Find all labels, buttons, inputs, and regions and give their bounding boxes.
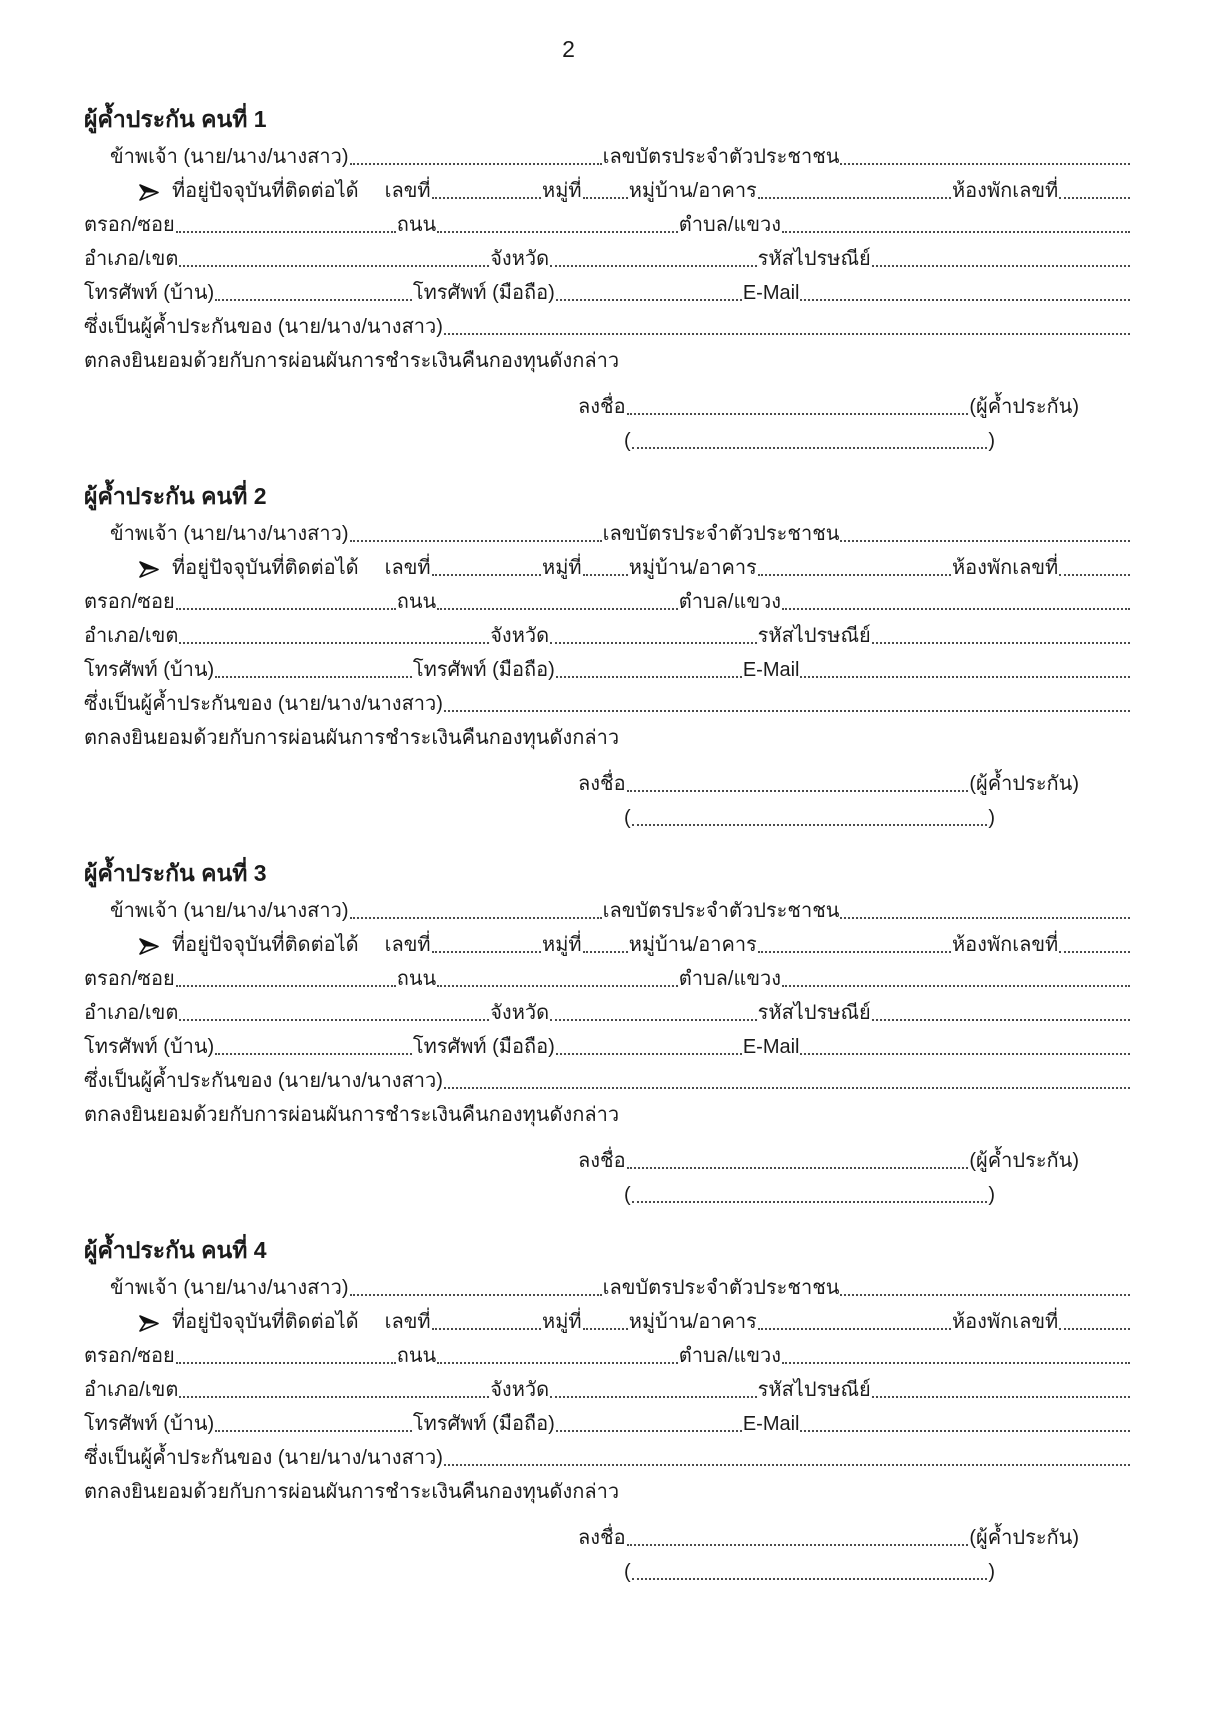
blank-phone-home [215, 299, 412, 301]
blank-debtor-name [444, 1087, 1130, 1089]
consent-text: ตกลงยินยอมด้วยกับการผ่อนผันการชำระเงินคืนกองทุนดังกล่าว [84, 727, 620, 749]
blank-house-no [432, 1328, 541, 1330]
consent-text: ตกลงยินยอมด้วยกับการผ่อนผันการชำระเงินคืนกองทุนดังกล่าว [84, 1104, 620, 1126]
blank-phone-mobile [556, 1430, 742, 1432]
blank-subdistrict [782, 231, 1130, 233]
label-lane: ตรอก/ซอย [84, 214, 175, 236]
blank-road [437, 1362, 678, 1364]
label-village: หมู่บ้าน/อาคาร [628, 1311, 757, 1333]
label-district: อำเภอ/เขต [84, 1002, 179, 1024]
label-email: E-Mail [742, 1413, 800, 1435]
row-name-id [84, 138, 1131, 172]
arrow-bullet-icon [138, 561, 160, 578]
guarantor-section-1 [84, 100, 1131, 456]
row-lane-road [84, 960, 1131, 994]
row-signer-name [624, 1553, 995, 1587]
blank-house-no [432, 574, 541, 576]
row-phones-email [84, 274, 1131, 308]
label-phone-mobile: โทรศัพท์ (มือถือ) [412, 282, 555, 304]
section-heading: ผู้ค้ำประกัน คนที่ 1 [84, 106, 267, 132]
blank-moo [583, 1328, 628, 1330]
blank-postal-code [872, 1019, 1130, 1021]
label-sign: ลงชื่อ [578, 396, 626, 418]
blank-phone-home [215, 1430, 412, 1432]
label-guarantor-of: ซึ่งเป็นผู้ค้ำประกันของ (นาย/นาง/นางสาว) [84, 1070, 443, 1092]
paren-open: ( [624, 1184, 631, 1206]
label-house-no: เลขที่ [384, 1311, 431, 1333]
blank-email [800, 299, 1130, 301]
label-postal-code: รหัสไปรษณีย์ [757, 1002, 871, 1024]
blank-signature [627, 790, 969, 792]
blank-lane [176, 231, 396, 233]
row-guarantor-of [84, 1439, 1131, 1473]
blank-village [758, 574, 951, 576]
blank-district [179, 265, 489, 267]
blank-moo [583, 574, 628, 576]
blank-house-no [432, 951, 541, 953]
blank-signature [627, 1167, 969, 1169]
label-road: ถนน [396, 214, 437, 236]
row-signer-name [624, 799, 995, 833]
label-road: ถนน [396, 1345, 437, 1367]
label-i-am: ข้าพเจ้า (นาย/นาง/นางสาว) [110, 900, 349, 922]
label-sign-role: (ผู้ค้ำประกัน) [969, 773, 1079, 795]
label-id-card: เลขบัตรประจำตัวประชาชน [602, 146, 840, 168]
label-lane: ตรอก/ซอย [84, 591, 175, 613]
row-consent [84, 1096, 1131, 1130]
paren-close: ) [988, 1561, 995, 1583]
blank-road [437, 985, 678, 987]
blank-debtor-name [444, 333, 1130, 335]
blank-subdistrict [782, 985, 1130, 987]
label-house-no: เลขที่ [384, 557, 431, 579]
label-phone-home: โทรศัพท์ (บ้าน) [84, 1413, 215, 1435]
row-address [84, 926, 1131, 960]
row-signature [578, 1142, 1079, 1176]
label-subdistrict: ตำบล/แขวง [678, 1345, 782, 1367]
row-signer-name [624, 422, 995, 456]
label-room-no: ห้องพักเลขที่ [951, 557, 1059, 579]
label-phone-mobile: โทรศัพท์ (มือถือ) [412, 1036, 555, 1058]
label-moo: หมู่ที่ [542, 1311, 582, 1333]
blank-province [550, 1019, 757, 1021]
row-signature [578, 1519, 1079, 1553]
label-id-card: เลขบัตรประจำตัวประชาชน [602, 1277, 840, 1299]
label-lane: ตรอก/ซอย [84, 968, 175, 990]
row-signer-name [624, 1176, 995, 1210]
blank-room-no [1059, 1328, 1130, 1330]
row-phones-email [84, 1405, 1131, 1439]
blank-district [179, 1396, 489, 1398]
label-id-card: เลขบัตรประจำตัวประชาชน [602, 523, 840, 545]
row-district-province [84, 994, 1131, 1028]
blank-province [550, 265, 757, 267]
label-subdistrict: ตำบล/แขวง [678, 968, 782, 990]
label-current-address: ที่อยู่ปัจจุบันที่ติดต่อได้ [172, 934, 359, 956]
label-moo: หมู่ที่ [542, 180, 582, 202]
label-current-address: ที่อยู่ปัจจุบันที่ติดต่อได้ [172, 557, 359, 579]
row-name-id [84, 515, 1131, 549]
guarantor-section-4 [84, 1231, 1131, 1587]
row-district-province [84, 1371, 1131, 1405]
label-current-address: ที่อยู่ปัจจุบันที่ติดต่อได้ [172, 1311, 359, 1333]
consent-text: ตกลงยินยอมด้วยกับการผ่อนผันการชำระเงินคืนกองทุนดังกล่าว [84, 1481, 620, 1503]
blank-guarantor-name [350, 540, 602, 542]
label-current-address: ที่อยู่ปัจจุบันที่ติดต่อได้ [172, 180, 359, 202]
row-district-province [84, 240, 1131, 274]
row-address [84, 1303, 1131, 1337]
blank-email [800, 1430, 1130, 1432]
blank-postal-code [872, 265, 1130, 267]
blank-subdistrict [782, 608, 1130, 610]
blank-village [758, 1328, 951, 1330]
blank-email [800, 676, 1130, 678]
section-heading: ผู้ค้ำประกัน คนที่ 4 [84, 1237, 267, 1263]
blank-moo [583, 197, 628, 199]
blank-road [437, 608, 678, 610]
blank-signature [627, 1544, 969, 1546]
row-signature [578, 388, 1079, 422]
blank-subdistrict [782, 1362, 1130, 1364]
blank-road [437, 231, 678, 233]
label-sign-role: (ผู้ค้ำประกัน) [969, 1150, 1079, 1172]
paren-close: ) [988, 807, 995, 829]
label-sign: ลงชื่อ [578, 1150, 626, 1172]
label-email: E-Mail [742, 659, 800, 681]
blank-id-card [840, 1294, 1130, 1296]
label-guarantor-of: ซึ่งเป็นผู้ค้ำประกันของ (นาย/นาง/นางสาว) [84, 1447, 443, 1469]
blank-room-no [1059, 574, 1130, 576]
blank-phone-mobile [556, 1053, 742, 1055]
row-lane-road [84, 206, 1131, 240]
blank-lane [176, 608, 396, 610]
row-phones-email [84, 651, 1131, 685]
blank-signature [627, 413, 969, 415]
label-moo: หมู่ที่ [542, 557, 582, 579]
label-village: หมู่บ้าน/อาคาร [628, 934, 757, 956]
label-village: หมู่บ้าน/อาคาร [628, 180, 757, 202]
blank-id-card [840, 540, 1130, 542]
row-guarantor-of [84, 1062, 1131, 1096]
label-phone-mobile: โทรศัพท์ (มือถือ) [412, 1413, 555, 1435]
row-address [84, 172, 1131, 206]
label-phone-home: โทรศัพท์ (บ้าน) [84, 1036, 215, 1058]
blank-district [179, 1019, 489, 1021]
blank-signer-name [632, 1201, 988, 1203]
blank-signer-name [632, 824, 988, 826]
blank-email [800, 1053, 1130, 1055]
blank-phone-home [215, 676, 412, 678]
label-village: หมู่บ้าน/อาคาร [628, 557, 757, 579]
label-province: จังหวัด [490, 625, 550, 647]
label-room-no: ห้องพักเลขที่ [951, 180, 1059, 202]
row-phones-email [84, 1028, 1131, 1062]
label-postal-code: รหัสไปรษณีย์ [757, 1379, 871, 1401]
paren-open: ( [624, 1561, 631, 1583]
blank-guarantor-name [350, 163, 602, 165]
label-sign: ลงชื่อ [578, 1527, 626, 1549]
label-subdistrict: ตำบล/แขวง [678, 214, 782, 236]
row-lane-road [84, 1337, 1131, 1371]
consent-text: ตกลงยินยอมด้วยกับการผ่อนผันการชำระเงินคืนกองทุนดังกล่าว [84, 350, 620, 372]
label-sign: ลงชื่อ [578, 773, 626, 795]
paren-close: ) [988, 430, 995, 452]
row-consent [84, 342, 1131, 376]
row-guarantor-of [84, 308, 1131, 342]
label-id-card: เลขบัตรประจำตัวประชาชน [602, 900, 840, 922]
blank-lane [176, 985, 396, 987]
blank-province [550, 642, 757, 644]
blank-village [758, 951, 951, 953]
label-sign-role: (ผู้ค้ำประกัน) [969, 396, 1079, 418]
label-road: ถนน [396, 968, 437, 990]
blank-signer-name [632, 447, 988, 449]
label-email: E-Mail [742, 1036, 800, 1058]
label-postal-code: รหัสไปรษณีย์ [757, 625, 871, 647]
guarantor-section-3 [84, 854, 1131, 1210]
label-subdistrict: ตำบล/แขวง [678, 591, 782, 613]
label-room-no: ห้องพักเลขที่ [951, 1311, 1059, 1333]
row-consent [84, 719, 1131, 753]
label-phone-home: โทรศัพท์ (บ้าน) [84, 282, 215, 304]
guarantor-section-2 [84, 477, 1131, 833]
label-district: อำเภอ/เขต [84, 248, 179, 270]
label-guarantor-of: ซึ่งเป็นผู้ค้ำประกันของ (นาย/นาง/นางสาว) [84, 316, 443, 338]
blank-postal-code [872, 642, 1130, 644]
row-name-id [84, 892, 1131, 926]
label-i-am: ข้าพเจ้า (นาย/นาง/นางสาว) [110, 1277, 349, 1299]
blank-guarantor-name [350, 917, 602, 919]
label-sign-role: (ผู้ค้ำประกัน) [969, 1527, 1079, 1549]
label-district: อำเภอ/เขต [84, 625, 179, 647]
row-name-id [84, 1269, 1131, 1303]
blank-room-no [1059, 197, 1130, 199]
blank-postal-code [872, 1396, 1130, 1398]
label-province: จังหวัด [490, 1002, 550, 1024]
page-number: 2 [562, 36, 575, 62]
label-phone-mobile: โทรศัพท์ (มือถือ) [412, 659, 555, 681]
row-guarantor-of [84, 685, 1131, 719]
label-district: อำเภอ/เขต [84, 1379, 179, 1401]
blank-phone-mobile [556, 299, 742, 301]
blank-debtor-name [444, 1464, 1130, 1466]
label-postal-code: รหัสไปรษณีย์ [757, 248, 871, 270]
label-road: ถนน [396, 591, 437, 613]
label-i-am: ข้าพเจ้า (นาย/นาง/นางสาว) [110, 523, 349, 545]
label-room-no: ห้องพักเลขที่ [951, 934, 1059, 956]
label-house-no: เลขที่ [384, 934, 431, 956]
blank-debtor-name [444, 710, 1130, 712]
arrow-bullet-icon [138, 938, 160, 955]
row-consent [84, 1473, 1131, 1507]
blank-province [550, 1396, 757, 1398]
row-address [84, 549, 1131, 583]
row-lane-road [84, 583, 1131, 617]
row-district-province [84, 617, 1131, 651]
label-province: จังหวัด [490, 1379, 550, 1401]
row-signature [578, 765, 1079, 799]
section-heading: ผู้ค้ำประกัน คนที่ 3 [84, 860, 267, 886]
blank-house-no [432, 197, 541, 199]
label-province: จังหวัด [490, 248, 550, 270]
blank-moo [583, 951, 628, 953]
blank-id-card [840, 163, 1130, 165]
paren-open: ( [624, 430, 631, 452]
paren-open: ( [624, 807, 631, 829]
label-house-no: เลขที่ [384, 180, 431, 202]
section-heading: ผู้ค้ำประกัน คนที่ 2 [84, 483, 267, 509]
paren-close: ) [988, 1184, 995, 1206]
label-moo: หมู่ที่ [542, 934, 582, 956]
blank-village [758, 197, 951, 199]
arrow-bullet-icon [138, 184, 160, 201]
blank-guarantor-name [350, 1294, 602, 1296]
blank-signer-name [632, 1578, 988, 1580]
blank-phone-home [215, 1053, 412, 1055]
label-i-am: ข้าพเจ้า (นาย/นาง/นางสาว) [110, 146, 349, 168]
blank-phone-mobile [556, 676, 742, 678]
blank-room-no [1059, 951, 1130, 953]
label-guarantor-of: ซึ่งเป็นผู้ค้ำประกันของ (นาย/นาง/นางสาว) [84, 693, 443, 715]
label-phone-home: โทรศัพท์ (บ้าน) [84, 659, 215, 681]
blank-id-card [840, 917, 1130, 919]
blank-lane [176, 1362, 396, 1364]
arrow-bullet-icon [138, 1315, 160, 1332]
blank-district [179, 642, 489, 644]
label-email: E-Mail [742, 282, 800, 304]
label-lane: ตรอก/ซอย [84, 1345, 175, 1367]
